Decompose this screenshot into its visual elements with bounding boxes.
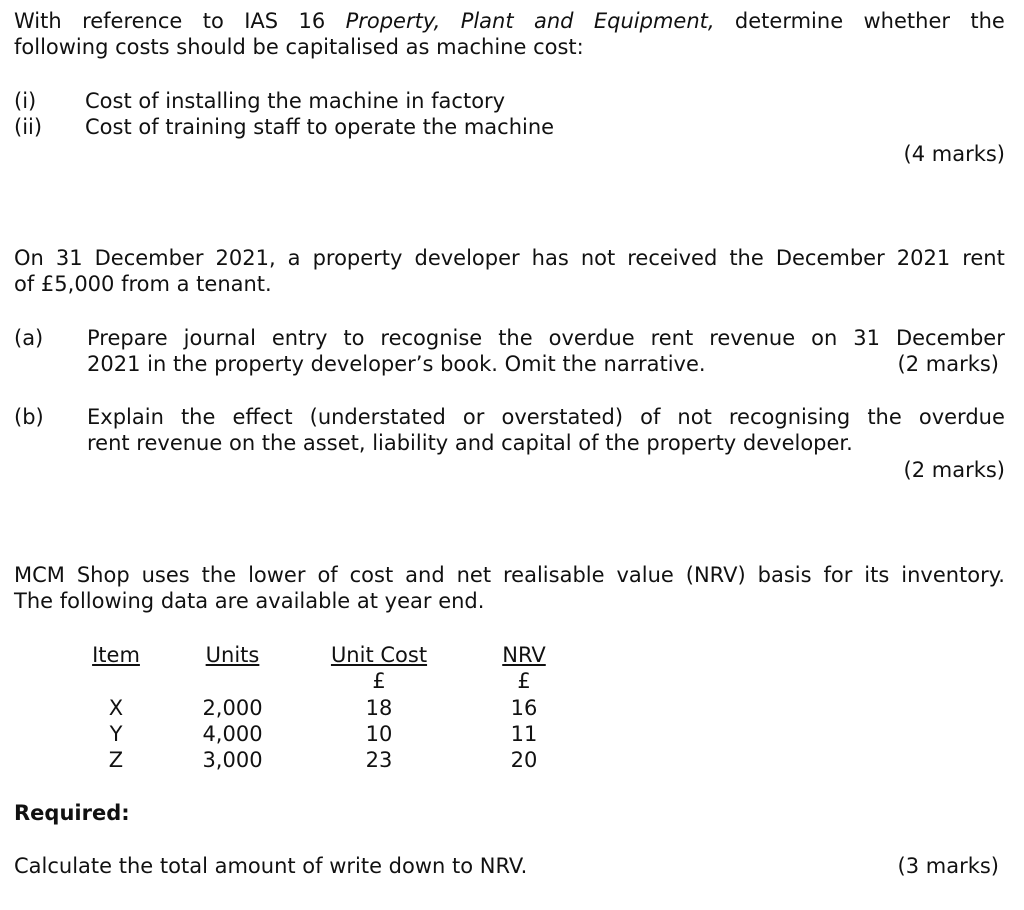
word: and (405, 563, 445, 587)
q2-part-b-number: (b) (14, 405, 44, 429)
q2-part-a-number: (a) (14, 326, 44, 350)
cell-item: Z (108, 748, 124, 772)
word: and (533, 9, 574, 33)
cell-item: X (108, 696, 124, 720)
word: determine (734, 9, 844, 33)
table-header-unit-cost: Unit Cost (330, 643, 428, 667)
word: the (867, 405, 902, 429)
word: realisable (503, 563, 605, 587)
cell-nrv: 20 (510, 748, 538, 772)
word: developer (414, 246, 520, 270)
word: overdue (548, 326, 635, 350)
word: basis (757, 563, 812, 587)
word: of (640, 405, 661, 429)
word: Explain (87, 405, 164, 429)
q1-item-2-number: (ii) (14, 115, 43, 139)
word: reference (82, 9, 183, 33)
cell-unit-cost: 10 (365, 722, 393, 746)
q1-intro-line1 (14, 8, 1005, 34)
cell-units: 2,000 (202, 696, 263, 720)
table-header-units: Units (205, 643, 260, 667)
word: not (580, 246, 616, 270)
word: the (201, 563, 237, 587)
q2-intro-line2: of £5,000 from a tenant. (14, 272, 272, 296)
word: the (180, 405, 216, 429)
q1-item-2-text: Cost of training staff to operate the machine (85, 115, 555, 139)
word: 31 (853, 326, 880, 350)
q2-intro-line1 (14, 245, 1005, 271)
table-header-item: Item (92, 643, 140, 667)
word: journal (183, 326, 256, 350)
q1-marks: (4 marks) (903, 142, 1005, 166)
cell-units: 3,000 (202, 748, 263, 772)
q2-part-a-marks: (2 marks) (897, 352, 999, 376)
word: Equipment, (593, 9, 715, 33)
q2-part-a-line1 (87, 325, 1005, 351)
word: inventory. (901, 563, 1005, 587)
word: Plant (460, 9, 514, 33)
q3-marks: (3 marks) (897, 854, 999, 878)
word: recognise (380, 326, 483, 350)
word: of (317, 563, 338, 587)
word: 2021 (896, 246, 951, 270)
word: recognising (728, 405, 851, 429)
word: rent (962, 246, 1005, 270)
word: IAS (244, 9, 279, 33)
word: cost (349, 563, 394, 587)
word: a (287, 246, 301, 270)
cell-nrv: 11 (510, 722, 538, 746)
word: (NRV) (685, 563, 746, 587)
word: not (677, 405, 712, 429)
required-text: Calculate the total amount of write down to NRV. (14, 854, 528, 878)
word: Shop (76, 563, 130, 587)
word: property (312, 246, 403, 270)
word: received (627, 246, 718, 270)
q2-part-a-line2: 2021 in the property developer’s book. Omit the narrative. (87, 352, 706, 376)
word: 16 (298, 9, 326, 33)
word: or (462, 405, 485, 429)
required-label: Required: (14, 801, 130, 825)
q2-part-b-marks: (2 marks) (903, 458, 1005, 482)
cell-nrv: 16 (510, 696, 538, 720)
word: rent (650, 326, 694, 350)
cell-unit-cost: 18 (365, 696, 393, 720)
table-header-nrv: NRV (502, 643, 546, 667)
word: Property, (345, 9, 441, 33)
word: Prepare (87, 326, 168, 350)
cell-units: 4,000 (202, 722, 263, 746)
word: December (895, 326, 1005, 350)
q2-part-b-line1 (87, 404, 1005, 430)
word: to (343, 326, 365, 350)
word: whether (863, 9, 951, 33)
word: MCM (14, 563, 65, 587)
q3-intro-line2: The following data are available at year end. (14, 589, 485, 613)
word: the (970, 9, 1005, 33)
word: value (616, 563, 674, 587)
word: uses (141, 563, 190, 587)
q1-item-1-number: (i) (14, 89, 37, 113)
q1-item-1-text: Cost of installing the machine in factory (85, 89, 506, 113)
word: revenue (709, 326, 796, 350)
word: entry (271, 326, 328, 350)
word: for (823, 563, 853, 587)
word: the (498, 326, 533, 350)
word: December (94, 246, 204, 270)
word: December (775, 246, 885, 270)
word: overstated) (501, 405, 624, 429)
q1-intro-line2: following costs should be capitalised as machine cost: (14, 35, 584, 59)
word: effect (232, 405, 293, 429)
cell-unit-cost: 23 (365, 748, 393, 772)
word: overdue (918, 405, 1005, 429)
word: has (531, 246, 569, 270)
word: lower (248, 563, 306, 587)
word: 31 (55, 246, 83, 270)
nrv-currency: £ (517, 669, 531, 693)
q2-part-b-line2: rent revenue on the asset, liability and capital of the property developer. (87, 431, 853, 455)
word: With (14, 9, 62, 33)
q3-intro-line1 (14, 562, 1005, 588)
word: (understated (309, 405, 446, 429)
cell-item: Y (109, 722, 123, 746)
word: net (456, 563, 492, 587)
word: on (811, 326, 838, 350)
unit-cost-currency: £ (372, 669, 386, 693)
word: On (14, 246, 44, 270)
word: its (864, 563, 890, 587)
word: the (729, 246, 764, 270)
word: to (202, 9, 224, 33)
word: 2021, (215, 246, 276, 270)
